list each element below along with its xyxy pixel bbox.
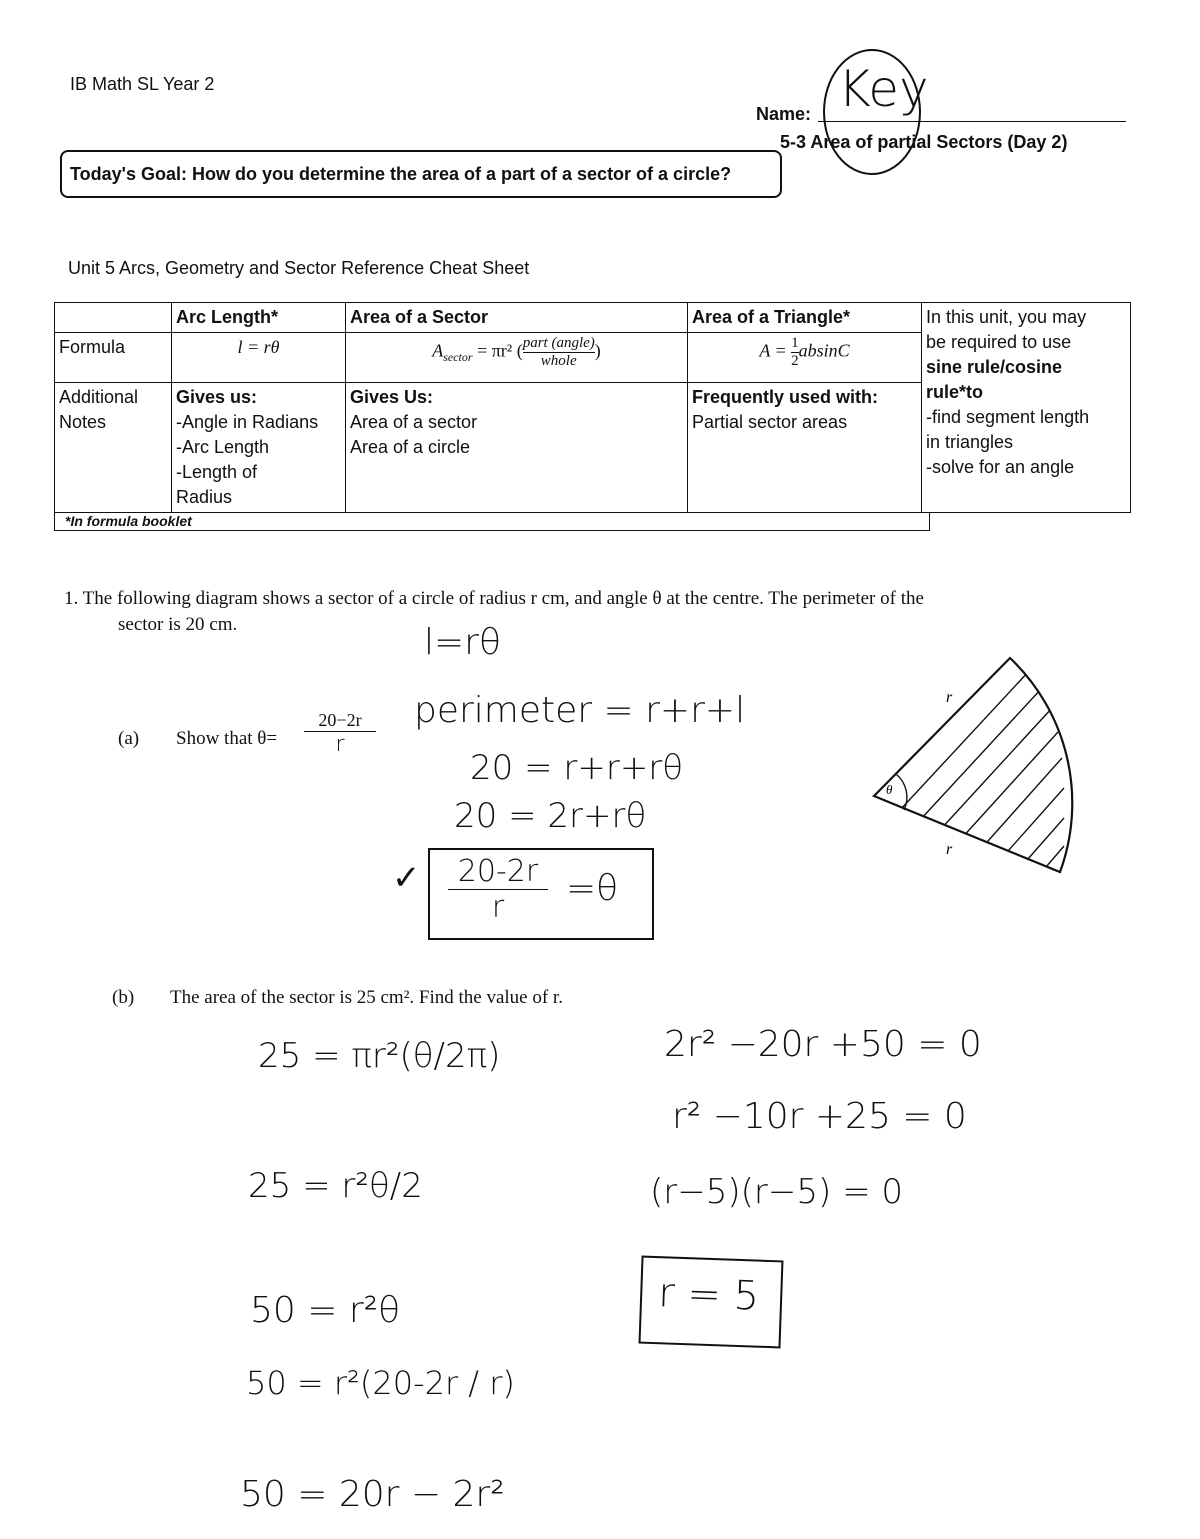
hw-b-right-line: 2r² −20r +50 = 0 — [664, 1024, 982, 1065]
col-area-triangle: Area of a Triangle* — [688, 303, 922, 333]
hw-b-answer: r = 5 — [657, 1270, 760, 1320]
question1-intro-line1: 1. The following diagram shows a sector of a circle of radius r cm, and angle θ at the centre. The perimeter of the — [64, 588, 924, 609]
col-area-sector: Area of a Sector — [346, 303, 688, 333]
col-arc-length: Arc Length* — [172, 303, 346, 333]
sector-note-line: Area of a circle — [350, 437, 471, 457]
triangle-formula-rhs: absinC — [798, 340, 850, 361]
hw-b-right-line: r² −10r +25 = 0 — [672, 1096, 967, 1137]
name-label: Name: — [756, 104, 812, 124]
sector-fraction — [523, 335, 595, 370]
hw-a-line: 20 = 2r+rθ — [454, 796, 647, 836]
arc-note-line: Gives us: — [176, 387, 258, 407]
todays-goal-box: Today's Goal: How do you determine the area of a part of a sector of a circle? — [60, 150, 782, 198]
hw-b-left-line: 25 = πr²(θ/2π) — [258, 1036, 501, 1076]
hw-a-answer-den: r — [491, 890, 505, 925]
radius-bottom-label: r — [946, 841, 953, 858]
lesson-title: 5-3 Area of partial Sectors (Day 2) — [780, 132, 1068, 152]
hw-a-line: perimeter = r+r+l — [414, 690, 746, 731]
radius-top-label: r — [946, 689, 953, 706]
hw-b-left-line: 50 = r²(20-2r / r) — [246, 1364, 515, 1402]
hw-b-right-line: (r−5)(r−5) = 0 — [650, 1172, 903, 1212]
hw-b-left-line: 25 = r²θ/2 — [248, 1166, 423, 1206]
side-note-line: in triangles — [926, 432, 1014, 452]
hw-a-answer-rhs: =θ — [566, 868, 619, 909]
row-label-notes-line: Notes — [59, 412, 107, 432]
sector-hatching — [900, 670, 1064, 874]
part-b-text: The area of the sector is 25 cm². Find the value of r. — [170, 987, 563, 1008]
row-label-formula: Formula — [55, 333, 172, 383]
hw-b-left-line: 50 = r²θ — [250, 1290, 401, 1331]
hw-b-answer-box — [639, 1256, 784, 1349]
sector-formula — [346, 333, 688, 383]
sector-formula-lhs: A — [432, 340, 444, 361]
reference-table — [54, 302, 1131, 513]
table-header-row — [55, 303, 1131, 333]
triangle-notes — [688, 383, 922, 513]
triangle-formula-lhs: A = — [759, 340, 792, 361]
table-footnote: *In formula booklet — [54, 512, 930, 531]
name-value: Key — [838, 60, 929, 118]
side-note-line: In this unit, you may — [926, 307, 1087, 327]
hw-check-mark: ✓ — [392, 858, 421, 898]
arc-note-line: Radius — [176, 487, 233, 507]
sector-fraction-num: part (angle) — [522, 335, 595, 351]
side-note-line: sine rule/cosine — [926, 357, 1063, 377]
side-note-cell — [922, 303, 1131, 513]
hw-a-line: 20 = r+r+rθ — [470, 748, 684, 788]
sector-note-line: Area of a sector — [350, 412, 478, 432]
side-note-line: -solve for an angle — [926, 457, 1075, 477]
side-note-line: -find segment length — [926, 407, 1090, 427]
triangle-fraction-den: 2 — [791, 353, 799, 369]
row-label-notes-line: Additional — [59, 387, 139, 407]
part-a-fraction-num: 20−2r — [304, 710, 376, 732]
sector-formula-end: ) — [594, 340, 601, 361]
part-a-fraction — [304, 710, 376, 757]
hw-a-answer-box — [428, 848, 654, 940]
triangle-note-line: Partial sector areas — [692, 412, 848, 432]
hw-b-left-line: 50 = 20r − 2r² — [240, 1474, 505, 1515]
cheat-sheet-title: Unit 5 Arcs, Geometry and Sector Reference Cheat Sheet — [68, 258, 530, 278]
hw-a-answer-num: 20-2r — [448, 854, 548, 890]
part-a-text: Show that θ= — [176, 728, 278, 749]
arc-note-line: -Angle in Radians — [176, 412, 319, 432]
sector-shape — [874, 658, 1072, 872]
triangle-note-line: Frequently used with: — [692, 387, 879, 407]
table-header-empty — [55, 303, 172, 333]
angle-label: θ — [886, 782, 893, 797]
question1-intro-line2: sector is 20 cm. — [118, 614, 238, 635]
arc-formula: l = rθ — [172, 333, 346, 383]
hw-a-answer-fraction — [448, 854, 548, 925]
part-a-fraction-den: r — [335, 732, 345, 757]
arc-notes — [172, 383, 346, 513]
name-circle-mark — [812, 40, 932, 180]
part-a-label: (a) — [118, 728, 140, 749]
sector-fraction-den: whole — [540, 353, 577, 369]
triangle-formula — [688, 333, 922, 383]
triangle-fraction — [791, 335, 799, 370]
row-label-notes — [55, 383, 172, 513]
side-note-line: be required to use — [926, 332, 1072, 352]
arc-note-line: -Length of — [176, 462, 258, 482]
hw-a-line: l=rθ — [424, 622, 501, 663]
sector-notes — [346, 383, 688, 513]
side-note-line: rule*to — [926, 382, 984, 402]
sector-formula-mid: = πr² ( — [472, 340, 523, 361]
course-title: IB Math SL Year 2 — [70, 74, 215, 94]
sector-diagram — [860, 650, 1080, 890]
part-b-label: (b) — [112, 987, 135, 1008]
sector-formula-sub: sector — [443, 350, 473, 365]
triangle-fraction-num: 1 — [791, 335, 799, 351]
arc-note-line: -Arc Length — [176, 437, 270, 457]
sector-note-line: Gives Us: — [350, 387, 434, 407]
